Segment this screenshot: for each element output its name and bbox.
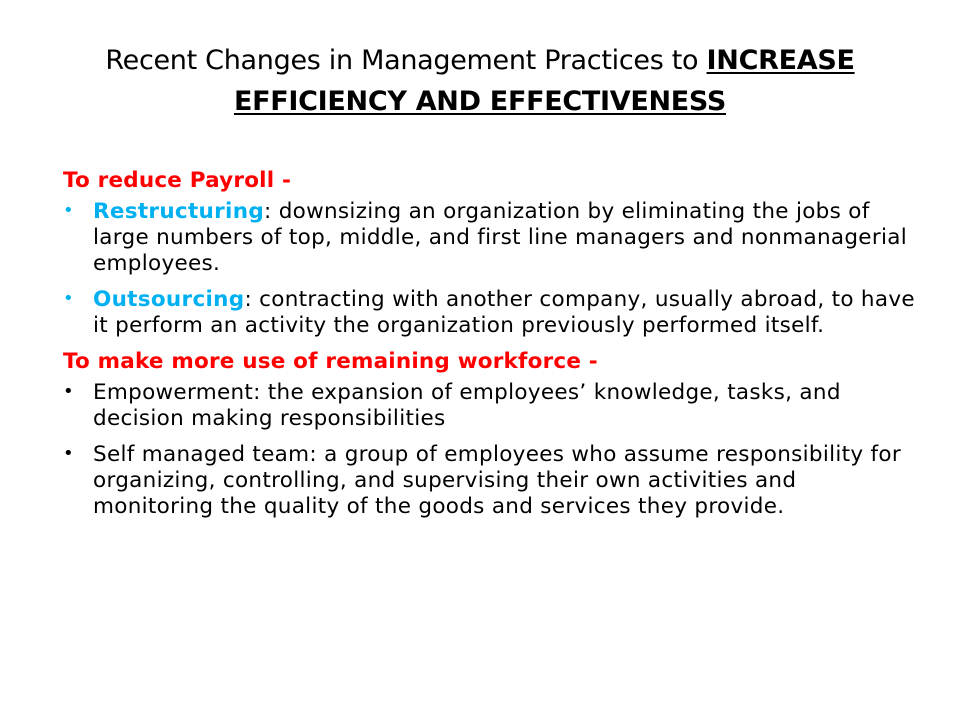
list-item-outsourcing — [63, 287, 923, 339]
slide-body — [63, 168, 923, 530]
definition-restructuring: : downsizing an organization by eliminating the jobs of large numbers of top, middle, and first line managers and nonmanagerial employees. — [93, 199, 907, 276]
workforce-list — [63, 380, 923, 520]
bullet-icon: • — [63, 381, 74, 402]
definition-self-managed-team: Self managed team: a group of employees who assume responsibility for organizing, controlling, and supervising their own activities and monitoring the quality of the goods and services they provide. — [93, 442, 902, 519]
bullet-icon: • — [63, 443, 74, 464]
term-outsourcing: Outsourcing — [93, 287, 245, 312]
slide-title — [40, 40, 920, 122]
definition-outsourcing: : contracting with another company, usually abroad, to have it perform an activity the organization previously performed itself. — [93, 287, 915, 338]
list-item-self-managed-team — [63, 442, 923, 520]
payroll-list — [63, 199, 923, 339]
list-item-empowerment — [63, 380, 923, 432]
term-restructuring: Restructuring — [93, 199, 265, 224]
bullet-icon: • — [63, 288, 74, 309]
section-heading-workforce: To make more use of remaining workforce - — [63, 349, 598, 374]
definition-empowerment: Empowerment: the expansion of employees’ knowledge, tasks, and decision making responsibilities — [93, 380, 841, 431]
list-item-restructuring — [63, 199, 923, 277]
title-plain: Recent Changes in Management Practices to — [105, 45, 707, 76]
title-highlight: INCREASE EFFICIENCY AND EFFECTIVENESS — [233, 45, 855, 117]
section-heading-payroll: To reduce Payroll - — [63, 168, 292, 193]
bullet-icon: • — [63, 200, 74, 221]
